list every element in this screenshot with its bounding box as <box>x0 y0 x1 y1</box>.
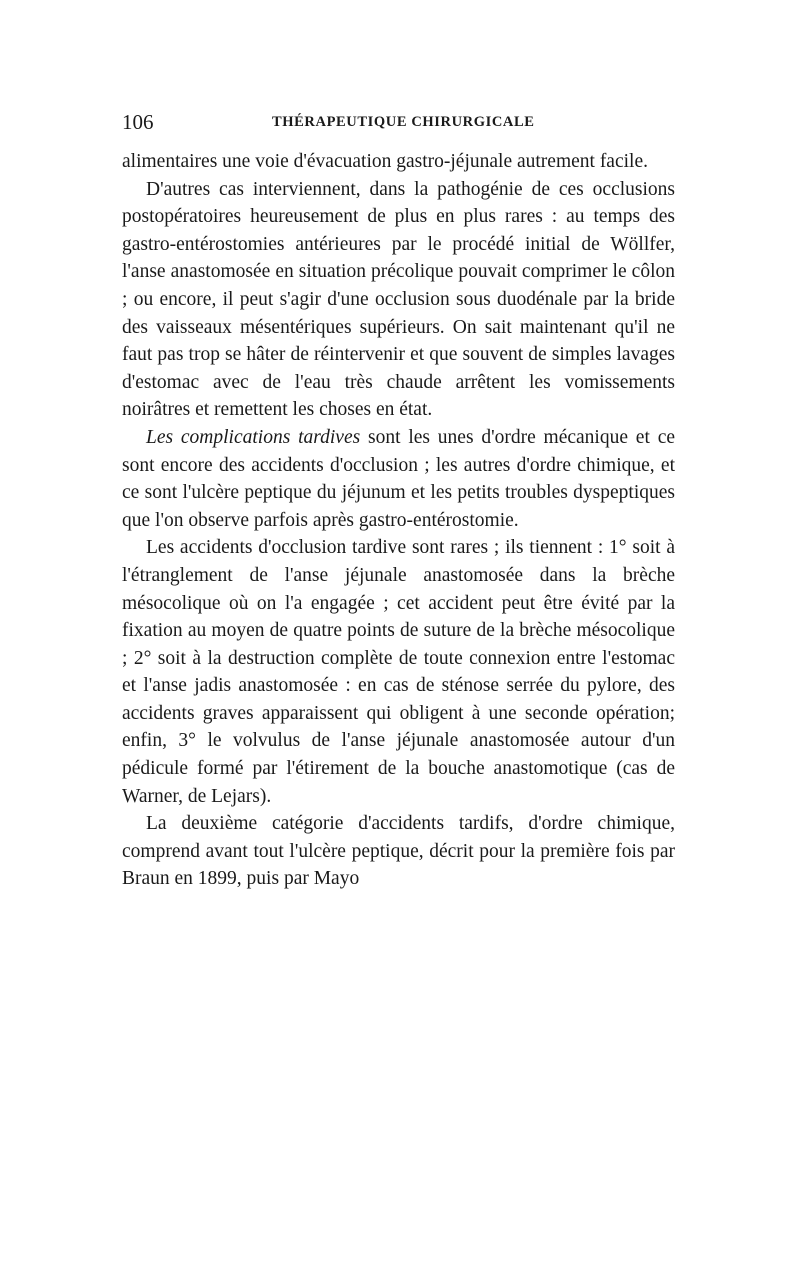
paragraph: La deuxième catégorie d'accidents tardifs, d'ordre chimique, comprend avant tout l'ulcère peptique, décrit pour la première fois par Braun en 1899, puis par Mayo <box>122 813 675 890</box>
paragraph <box>122 424 675 534</box>
book-page <box>122 110 675 893</box>
body-text <box>122 148 675 893</box>
paragraph: D'autres cas interviennent, dans la pathogénie de ces occlusions postopératoires heureusement de plus en plus rares : au temps des gastro-entérostomies antérieures par le procédé initial de Wöllfer, l'anse anastomosée en situation précolique pouvait comprimer le côlon ; ou encore, il peut s'agir d'une occlusion sous duodénale par la bride des vaisseaux mésentériques supérieurs. On sait maintenant qu'il ne faut pas trop se hâter de réintervenir et que souvent de simples lavages d'estomac avec de l'eau très chaude arrêtent les vomissements noirâtres et remettent les choses en état. <box>122 178 675 421</box>
paragraph: alimentaires une voie d'évacuation gastro-jéjunale autrement facile. <box>122 151 648 172</box>
running-title: THÉRAPEUTIQUE CHIRURGICALE <box>272 114 535 130</box>
italic-lead: Les complications tardives <box>146 426 361 448</box>
page-number: 106 <box>122 110 154 134</box>
paragraph-text: sont les unes d'ordre mécanique et ce sont encore des accidents d'occlusion ; les autres d'ordre chimique, et ce sont l'ulcère peptique du jéjunum et les petits troubles dyspeptiques que l'on observe parfois après gastro-entérostomie. <box>122 426 675 531</box>
page-header <box>122 110 675 140</box>
paragraph: Les accidents d'occlusion tardive sont rares ; ils tiennent : 1° soit à l'étranglement de l'anse jéjunale anastomosée dans la brèche mésocolique où on l'a engagée ; cet accident peut être évité par la fixation au moyen de quatre points de suture de la brèche mésocolique ; 2° soit à la destruction complète de toute connexion entre l'estomac et l'anse jadis anastomosée : en cas de sténose serrée du pylore, des accidents graves apparaissent qui obligent à une seconde opération; enfin, 3° le volvulus de l'anse jéjunale anastomosée autour d'un pédicule formé par l'étirement de la bouche anastomotique (cas de Warner, de Lejars). <box>122 537 675 807</box>
